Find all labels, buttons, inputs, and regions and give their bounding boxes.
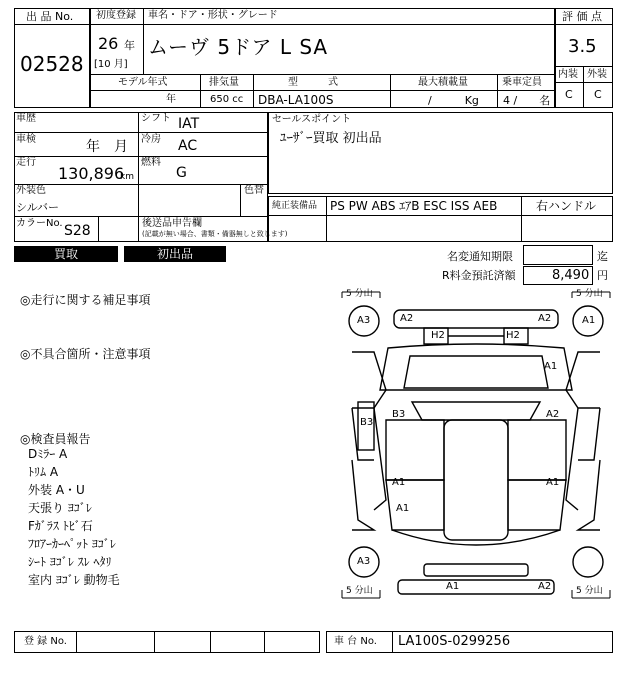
shift-label: シフト	[141, 113, 171, 124]
inspector-line: 天張り ﾖｺﾞﾚ	[28, 501, 92, 515]
damage-mark: A2	[400, 313, 414, 324]
score-value: 3.5	[568, 36, 597, 57]
equipment-list: PS PW ABS ｴｱB ESC ISS AEB	[330, 199, 498, 213]
name-change-deadline-unit: 迄	[597, 250, 608, 263]
steering-side: 右ハンドル	[536, 199, 597, 213]
inspector-line: ﾌﾛｱｰｶｰﾍﾟｯﾄ ﾖｺﾞﾚ	[28, 537, 116, 551]
max-load-label: 最大積載量	[418, 77, 468, 88]
damage-mark: A3	[357, 556, 371, 567]
inspector-report-heading: ◎検査員報告	[20, 432, 91, 446]
damage-mark: B3	[360, 417, 374, 428]
first-registration-label: 初度登録	[96, 10, 136, 21]
fuel-label: 燃料	[141, 157, 161, 168]
lot-number: 02528	[20, 52, 84, 76]
recycle-fee-label: R料金預託済額	[442, 269, 516, 282]
model-year-unit: 年	[166, 94, 176, 105]
sales-point-label: セールスポイント	[272, 114, 352, 125]
first-registration-month: [10 月]	[94, 59, 128, 70]
inspector-line: 室内 ﾖｺﾞﾚ 動物毛	[28, 573, 120, 587]
car-name-label: 車名・ドア・形状・グレード	[148, 10, 278, 21]
score-box	[555, 8, 613, 108]
tire-rear-left: 5 分山	[346, 586, 373, 596]
recycle-fee-unit: 円	[597, 269, 608, 282]
chassis-number-label: 車 台 No.	[334, 636, 377, 647]
damage-mark: A1	[546, 477, 560, 488]
max-load-value: / Kg	[428, 94, 479, 107]
tire-front-left: 5 分山	[346, 289, 373, 299]
score-label: 評 価 点	[562, 10, 602, 23]
mileage-label: 走行	[16, 157, 36, 168]
interior-label: 内装	[558, 69, 578, 80]
capacity-label: 乗車定員	[502, 77, 542, 88]
recycle-fee-amount: 8,490	[552, 268, 590, 283]
inspection-value: 年 月	[86, 139, 128, 155]
damage-mark: A3	[357, 315, 371, 326]
tag-first-listing: 初出品	[124, 246, 226, 262]
inspector-line: ｼｰﾄ ﾖｺﾞﾚ ｽﾚ ﾍﾀﾘ	[28, 555, 112, 569]
name-change-deadline-label: 名変通知期限	[447, 250, 513, 263]
inspector-line: ﾄﾘﾑ A	[28, 465, 59, 479]
tag-buyback: 買取	[14, 246, 118, 262]
exterior-color-value: シルバー	[16, 201, 59, 214]
damage-mark: B3	[392, 409, 406, 420]
inspector-line: 外装 A・U	[28, 483, 85, 497]
damage-mark: A1	[544, 361, 558, 372]
displacement-value: 650 cc	[210, 94, 244, 105]
ac-value: AC	[178, 138, 198, 154]
exterior-grade: C	[594, 88, 602, 101]
inspector-line: Dﾐﾗｰ A	[28, 447, 68, 461]
car-name: ムーヴ 5ドア L SA	[148, 35, 329, 59]
model-value: DBA-LA100S	[258, 93, 334, 107]
car-damage-diagram	[340, 290, 612, 600]
tire-rear-right: 5 分山	[576, 586, 603, 596]
damage-mark: H2	[431, 330, 445, 341]
model-year-label: モデル年式	[118, 77, 168, 88]
first-registration-year: 26	[98, 34, 119, 53]
chassis-number-value: LA100S-0299256	[398, 634, 511, 649]
damage-mark: A1	[582, 315, 596, 326]
damage-mark: A1	[396, 503, 410, 514]
color-number-value: S28	[64, 223, 91, 239]
driving-notes-heading: ◎走行に関する補足事項	[20, 293, 151, 307]
documents-note: (記載が無い場合、書類・備器無しと致します)	[142, 230, 288, 238]
exterior-color-label: 外装色	[16, 185, 46, 196]
interior-grade: C	[565, 88, 573, 101]
tire-front-right: 5 分山	[576, 289, 603, 299]
damage-mark: A2	[538, 313, 552, 324]
ac-label: 冷房	[141, 134, 161, 145]
damage-mark: H2	[506, 330, 520, 341]
mileage-unit: km	[120, 172, 134, 182]
sales-point-text: ﾕｰｻﾞｰ買取 初出品	[280, 131, 382, 146]
mileage-value: 130,896	[58, 164, 125, 183]
damage-mark: A1	[446, 581, 460, 592]
name-change-deadline-box	[523, 245, 593, 265]
year-unit: 年	[124, 39, 135, 52]
registration-number-label: 登 録 No.	[24, 636, 67, 647]
lot-number-label: 出 品 No.	[26, 10, 74, 23]
exterior-label: 外装	[587, 69, 607, 80]
color-change-label: 色替	[244, 185, 264, 196]
capacity-value: 4 / 名	[503, 94, 551, 107]
displacement-label: 排気量	[209, 77, 239, 88]
damage-mark: A2	[538, 581, 552, 592]
equipment-empty-box	[268, 216, 613, 242]
documents-label: 後送品申告欄	[142, 218, 202, 229]
color-number-label: カラーNo.	[16, 218, 63, 229]
model-label: 型 式	[288, 77, 338, 88]
damage-mark: A1	[392, 477, 406, 488]
damage-mark: A2	[546, 409, 560, 420]
inspector-line: Fｶﾞﾗｽ ﾄﾋﾞ石	[28, 519, 93, 533]
fuel-value: G	[176, 165, 187, 181]
history-label: 車歴	[16, 113, 36, 124]
car-outline-svg	[340, 290, 612, 600]
inspection-label: 車検	[16, 134, 36, 145]
defect-notes-heading: ◎不具合箇所・注意事項	[20, 347, 151, 361]
equipment-label: 純正装備品	[272, 201, 318, 211]
shift-value: IAT	[178, 116, 200, 132]
